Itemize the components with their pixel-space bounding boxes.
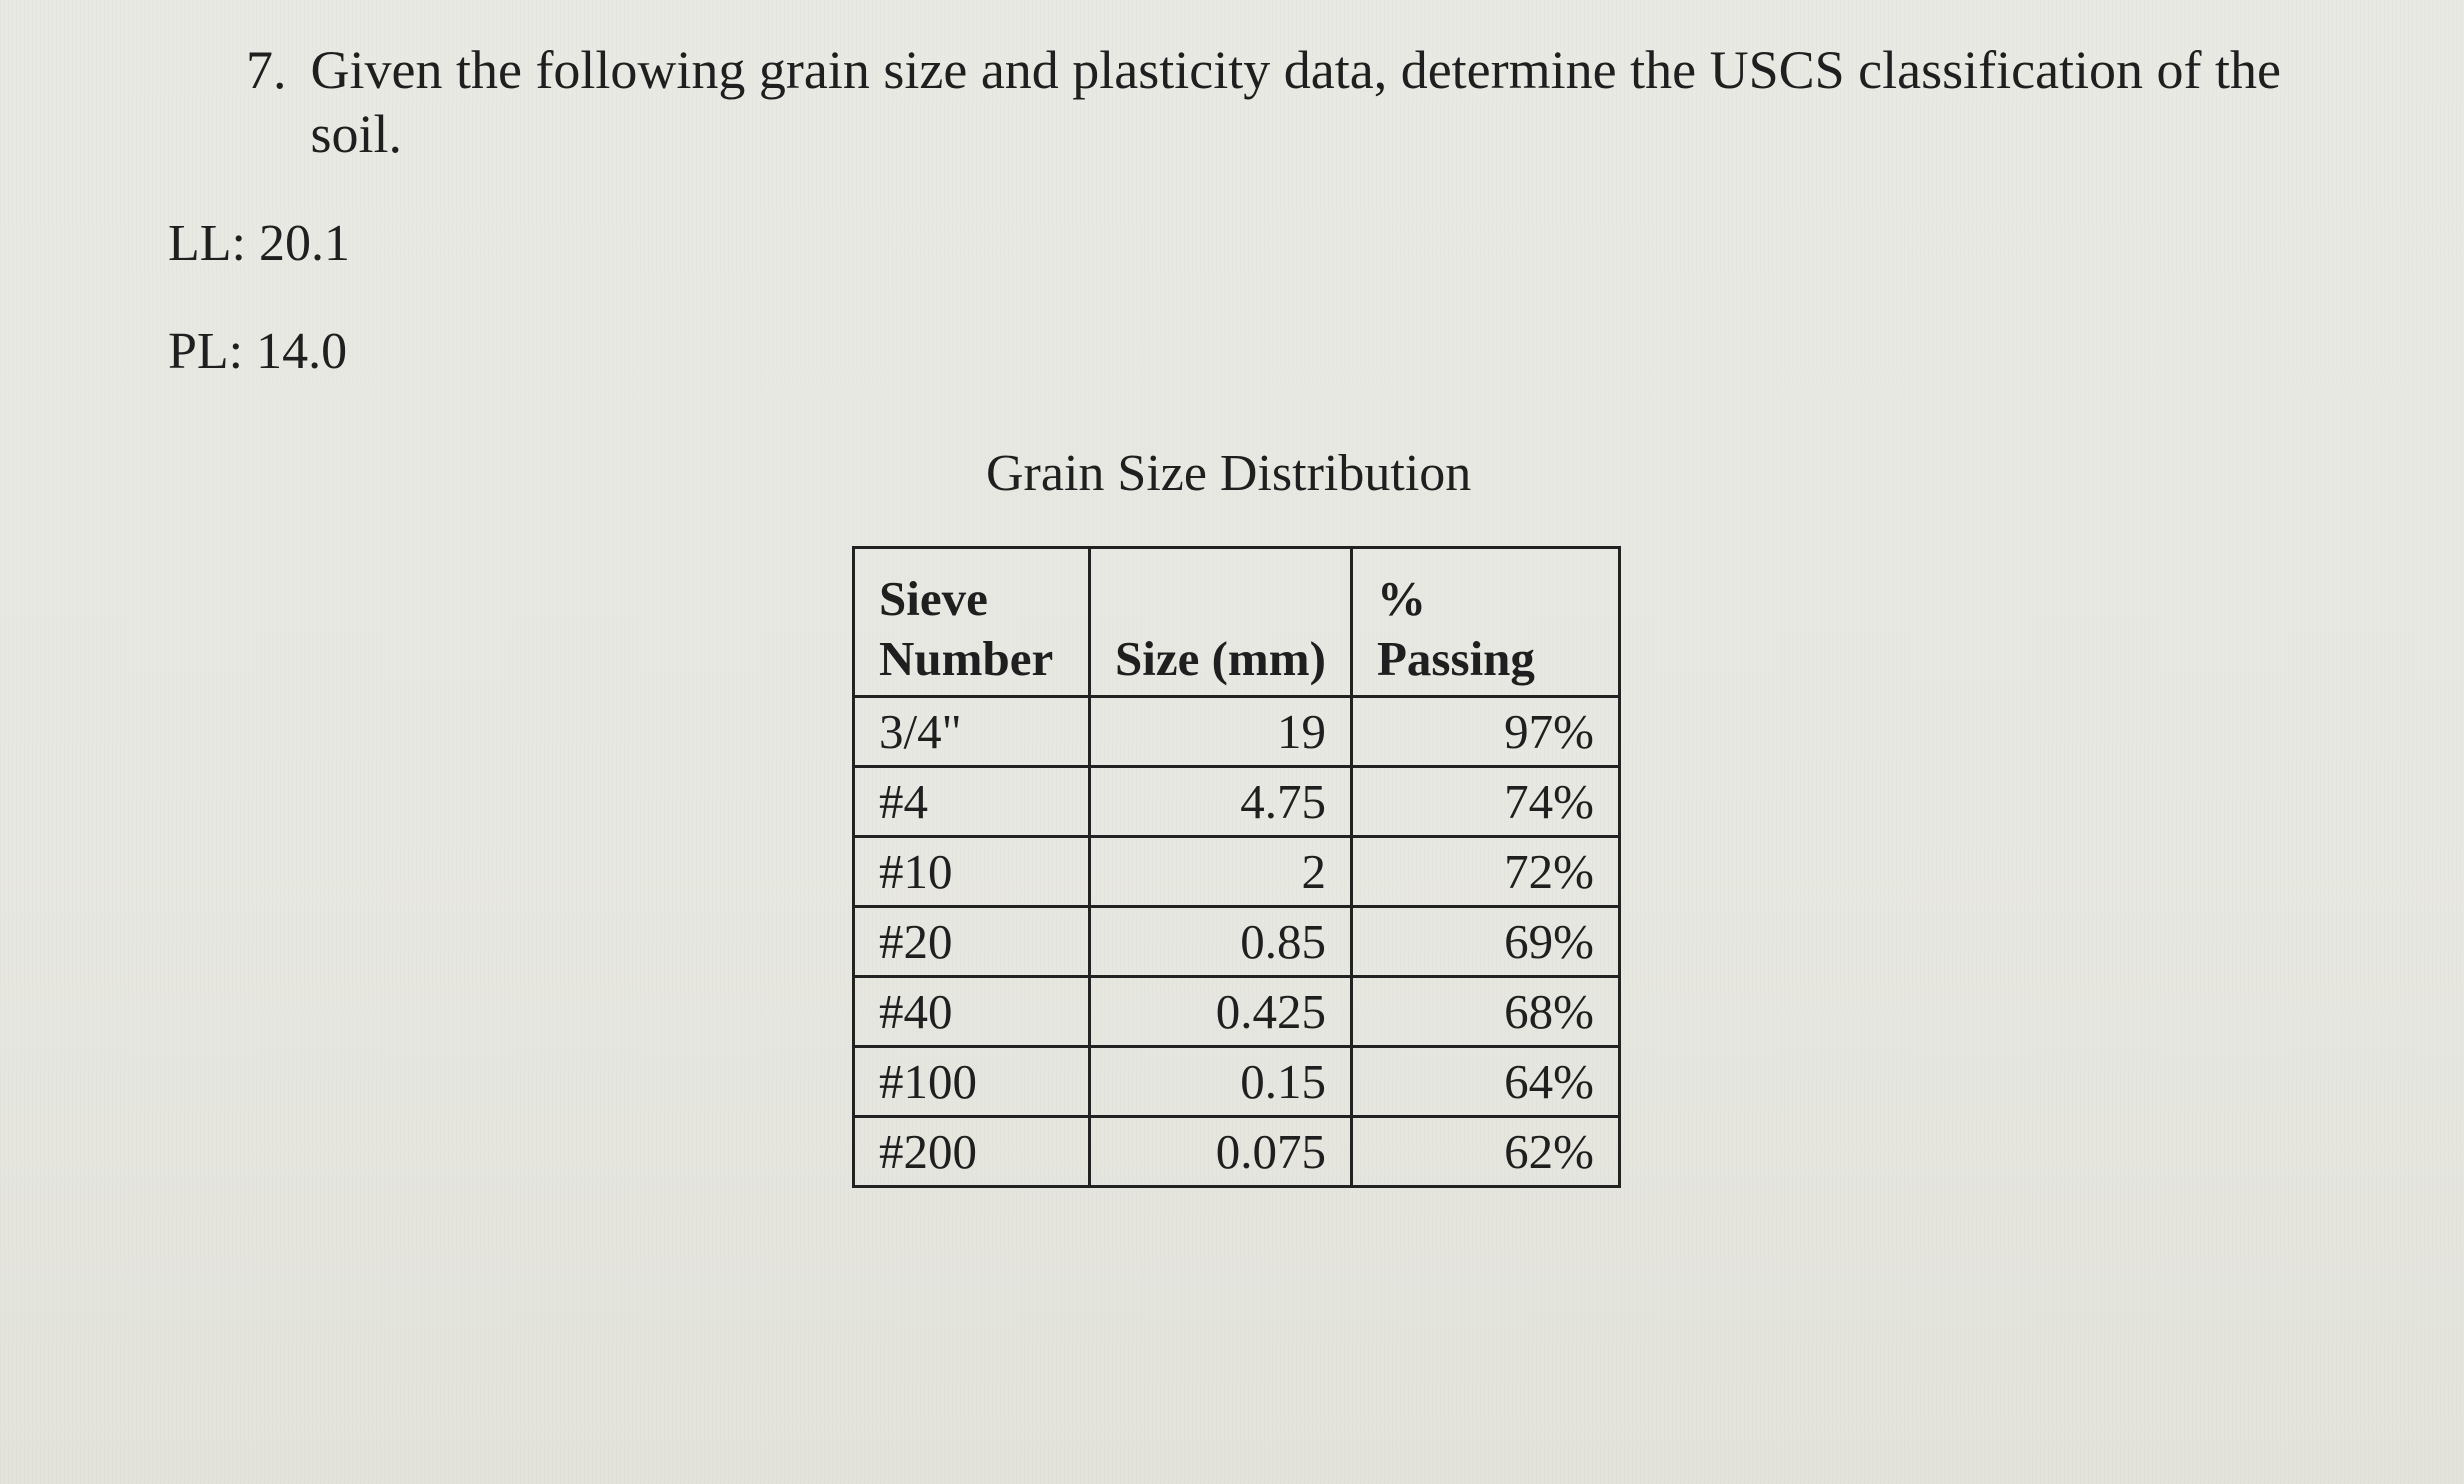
passing-cell: 74%	[1352, 767, 1620, 837]
header-percent-passing: % Passing	[1352, 548, 1620, 697]
sieve-cell: #100	[854, 1047, 1090, 1117]
question-text: Given the following grain size and plasticity data, determine the USCS classification of the soil.	[310, 40, 2281, 164]
grain-size-table	[852, 546, 1621, 1188]
table-title: Grain Size Distribution	[986, 445, 1472, 502]
passing-cell: 72%	[1352, 837, 1620, 907]
sieve-cell: #40	[854, 977, 1090, 1047]
table-row	[854, 1047, 1620, 1117]
passing-cell: 69%	[1352, 907, 1620, 977]
sieve-cell: 3/4"	[854, 697, 1090, 767]
size-cell: 19	[1090, 697, 1352, 767]
liquid-limit: LL: 20.1	[168, 215, 350, 272]
sieve-cell: #4	[854, 767, 1090, 837]
size-cell: 0.15	[1090, 1047, 1352, 1117]
table-row	[854, 697, 1620, 767]
question-number: 7.	[246, 40, 287, 100]
passing-cell: 64%	[1352, 1047, 1620, 1117]
sieve-cell: #200	[854, 1117, 1090, 1187]
table-row	[854, 907, 1620, 977]
passing-cell: 68%	[1352, 977, 1620, 1047]
size-cell: 0.425	[1090, 977, 1352, 1047]
table-header-row	[854, 548, 1620, 697]
passing-cell: 97%	[1352, 697, 1620, 767]
size-cell: 0.075	[1090, 1117, 1352, 1187]
header-size-mm: Size (mm)	[1090, 548, 1352, 697]
header-sieve-number: Sieve Number	[854, 548, 1090, 697]
size-cell: 4.75	[1090, 767, 1352, 837]
table-row	[854, 977, 1620, 1047]
size-cell: 0.85	[1090, 907, 1352, 977]
sieve-cell: #20	[854, 907, 1090, 977]
table-row	[854, 767, 1620, 837]
size-cell: 2	[1090, 837, 1352, 907]
table-row	[854, 1117, 1620, 1187]
passing-cell: 62%	[1352, 1117, 1620, 1187]
sieve-cell: #10	[854, 837, 1090, 907]
plastic-limit: PL: 14.0	[168, 323, 348, 380]
table-row	[854, 837, 1620, 907]
question	[246, 38, 2286, 166]
